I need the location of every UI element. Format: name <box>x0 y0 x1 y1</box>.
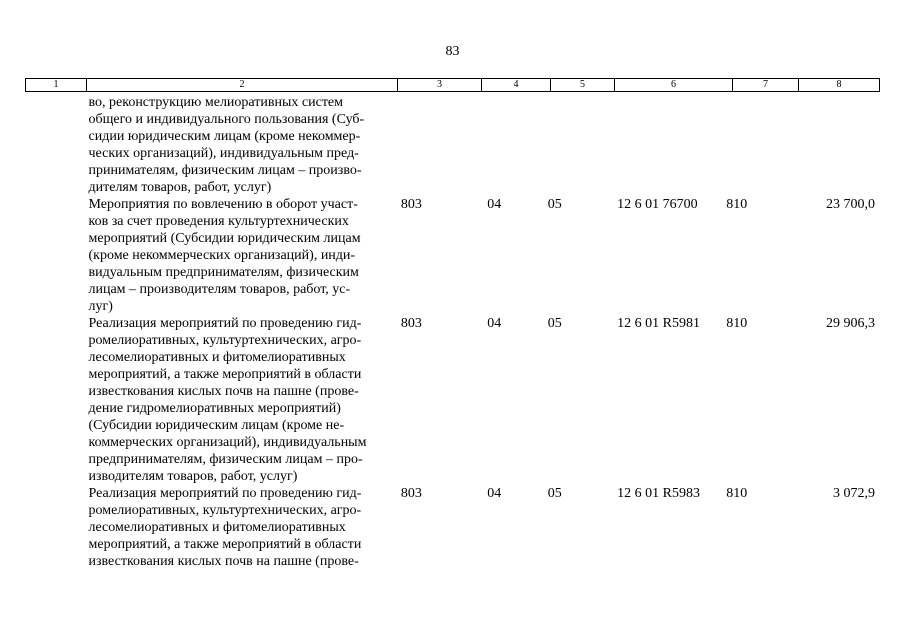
description-line: известкования кислых почв на пашне (прове- <box>88 554 359 569</box>
description-line: дителям товаров, работ, услуг) <box>88 180 272 195</box>
cell-empty <box>25 94 86 196</box>
description-line: Реализация мероприятий по проведению гид- <box>88 316 362 331</box>
description-line: ромелиоративных, культуртехнических, агро- <box>88 333 362 348</box>
description-line: (кроме некоммерческих организаций), инди- <box>88 248 356 263</box>
cell-empty <box>25 485 86 570</box>
description-line: ромелиоративных, культуртехнических, агро- <box>88 503 362 518</box>
column-number: 4 <box>482 79 551 92</box>
table-row <box>25 196 879 315</box>
column-number: 5 <box>551 79 615 92</box>
ministry-code: 803 <box>400 486 422 501</box>
description-line: мероприятий (Субсидии юридическим лицам <box>88 231 361 246</box>
description-line: во, реконструкцию мелиоративных систем <box>88 95 344 110</box>
description-line: видуальным предпринимателям, физическим <box>88 265 359 280</box>
description-line: Реализация мероприятий по проведению гид- <box>88 486 362 501</box>
column-number: 8 <box>799 79 880 92</box>
target-article-code: 12 6 01 R5981 <box>617 316 701 331</box>
description-line: лесомелиоративных и фитомелиоративных <box>88 520 346 535</box>
page-number: 83 <box>445 44 460 59</box>
target-article-code <box>617 94 726 196</box>
description-line: ков за счет проведения культуртехнических <box>88 214 349 229</box>
expense-type-code <box>726 94 786 196</box>
row-description <box>86 485 397 570</box>
budget-table-body <box>25 94 879 570</box>
column-number: 3 <box>398 79 482 92</box>
description-line: лесомелиоративных и фитомелиоративных <box>88 350 346 365</box>
description-line: коммерческих организаций), индивидуальным <box>88 435 367 450</box>
description-line: Мероприятия по вовлечению в оборот участ- <box>88 197 358 212</box>
section-code: 04 <box>487 197 502 212</box>
subsection-code: 05 <box>547 197 562 212</box>
table-row <box>25 485 879 570</box>
amount: 23 700,0 <box>826 197 876 212</box>
ministry-code: 803 <box>400 316 422 331</box>
description-line: принимателям, физическим лицам – произво- <box>88 163 362 178</box>
subsection-code <box>548 94 617 196</box>
table-row <box>25 315 879 485</box>
description-line: мероприятий, а также мероприятий в области <box>88 367 362 382</box>
target-article-code: 12 6 01 76700 <box>617 197 698 212</box>
column-number-header <box>25 78 880 92</box>
column-number: 2 <box>87 79 398 92</box>
amount: 29 906,3 <box>826 316 876 331</box>
section-code: 04 <box>487 486 502 501</box>
column-number: 6 <box>615 79 733 92</box>
column-number: 7 <box>733 79 799 92</box>
description-line: лицам – производителям товаров, работ, ус- <box>88 282 351 297</box>
description-line: луг) <box>88 299 113 314</box>
subsection-code: 05 <box>547 316 562 331</box>
section-code: 04 <box>487 316 502 331</box>
description-line: известкования кислых почв на пашне (прове- <box>88 384 359 399</box>
cell-empty <box>25 315 86 485</box>
row-description <box>86 315 397 485</box>
expense-type-code: 810 <box>726 316 748 331</box>
description-line: мероприятий, а также мероприятий в области <box>88 537 362 552</box>
description-line: сидии юридическим лицам (кроме некоммер- <box>88 129 361 144</box>
description-line: (Субсидии юридическим лицам (кроме не- <box>88 418 345 433</box>
description-line: изводителям товаров, работ, услуг) <box>88 469 298 484</box>
expense-type-code: 810 <box>726 197 748 212</box>
amount: 3 072,9 <box>833 486 876 501</box>
table-row <box>25 94 879 196</box>
description-line: предпринимателям, физическим лицам – про- <box>88 452 363 467</box>
row-description <box>86 196 397 315</box>
ministry-code <box>397 94 481 196</box>
description-line: дение гидромелиоративных мероприятий) <box>88 401 341 416</box>
expense-type-code: 810 <box>726 486 748 501</box>
description-line: общего и индивидуального пользования (Суб- <box>88 112 365 127</box>
column-number: 1 <box>26 79 87 92</box>
row-description <box>86 94 397 196</box>
section-code <box>481 94 548 196</box>
target-article-code: 12 6 01 R5983 <box>617 486 701 501</box>
ministry-code: 803 <box>400 197 422 212</box>
subsection-code: 05 <box>547 486 562 501</box>
description-line: ческих организаций), индивидуальным пред- <box>88 146 359 161</box>
cell-empty <box>25 196 86 315</box>
amount <box>786 94 879 196</box>
